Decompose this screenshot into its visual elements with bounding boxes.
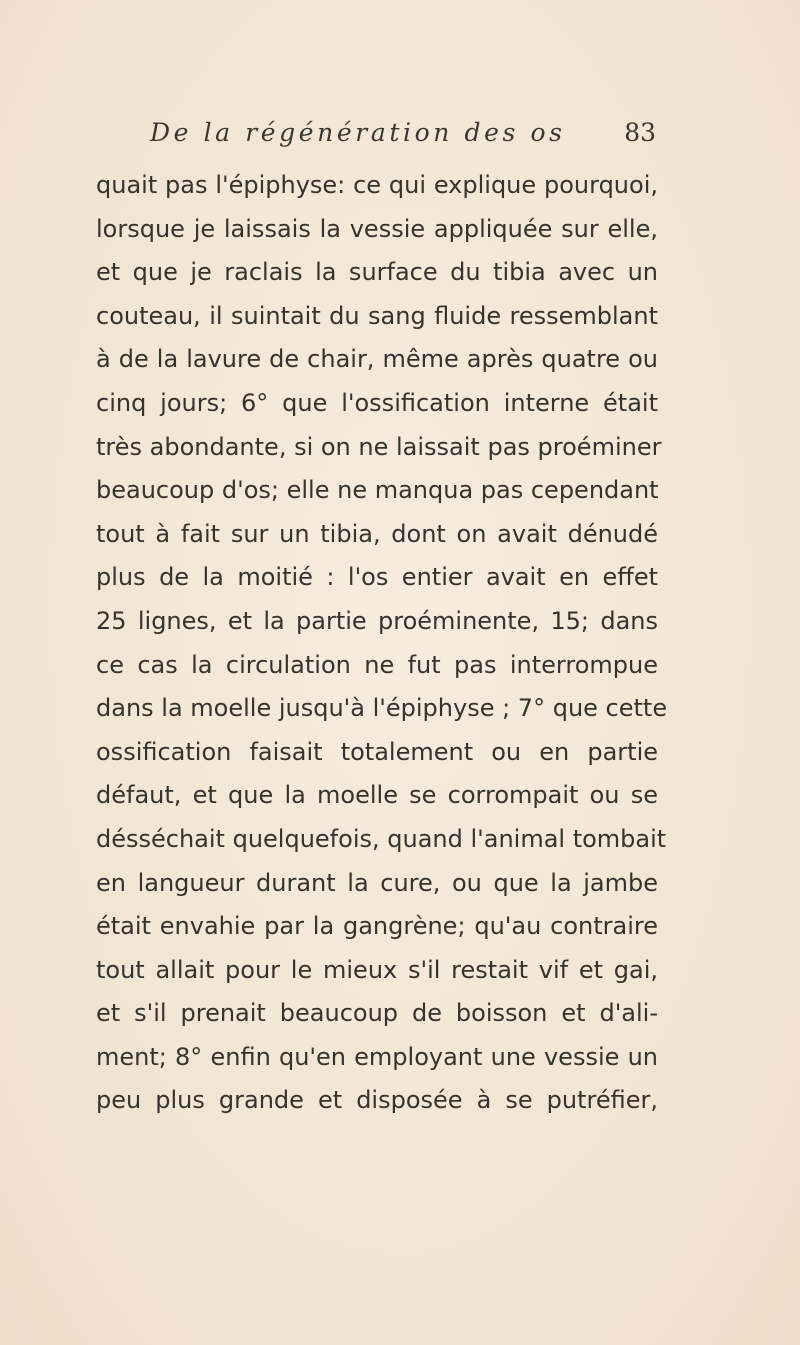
text-line: et s'il prenait beaucoup de boisson et d'ali- [96, 999, 658, 1028]
text-line: quait pas l'épiphyse: ce qui explique pourquoi, [96, 171, 658, 199]
text-line: défaut, et que la moelle se corrompait ou se [96, 781, 658, 810]
text-line: tout à fait sur un tibia, dont on avait dénudé [96, 519, 658, 548]
page-number: 83 [624, 118, 656, 147]
text-line: était envahie par la gangrène; qu'au contraire [96, 912, 658, 941]
running-title: De la régénération des os [150, 118, 566, 147]
text-line: beaucoup d'os; elle ne manqua pas cependant [96, 476, 659, 505]
running-head [150, 118, 660, 158]
text-line: dans la moelle jusqu'à l'épiphyse ; 7° que cette [96, 694, 668, 723]
text-line: tout allait pour le mieux s'il restait vif et gai, [96, 955, 658, 984]
text-line: couteau, il suintait du sang fluide ressemblant [96, 301, 658, 330]
text-line: 25 lignes, et la partie proéminente, 15; dans [96, 606, 658, 635]
text-line: et que je raclais la surface du tibia avec un [96, 258, 658, 287]
text-line: en langueur durant la cure, ou que la jambe [96, 868, 658, 897]
text-line: ce cas la circulation ne fut pas interrompue [96, 650, 658, 679]
text-line: cinq jours; 6° que l'ossification interne était [96, 388, 658, 417]
text-line: peu plus grande et disposée à se putréfier, [96, 1086, 658, 1115]
text-line: ossification faisait totalement ou en partie [96, 737, 658, 766]
body-text [96, 164, 668, 1123]
text-line: ment; 8° enfin qu'en employant une vessie un [96, 1042, 658, 1071]
text-line: à de la lavure de chair, même après quatre ou [96, 345, 658, 374]
text-line: très abondante, si on ne laissait pas proéminer [96, 432, 662, 461]
text-line: lorsque je laissais la vessie appliquée sur elle, [96, 214, 658, 243]
text-line: désséchait quelquefois, quand l'animal tombait [96, 824, 667, 853]
text-line: plus de la moitié : l'os entier avait en effet [96, 563, 658, 592]
